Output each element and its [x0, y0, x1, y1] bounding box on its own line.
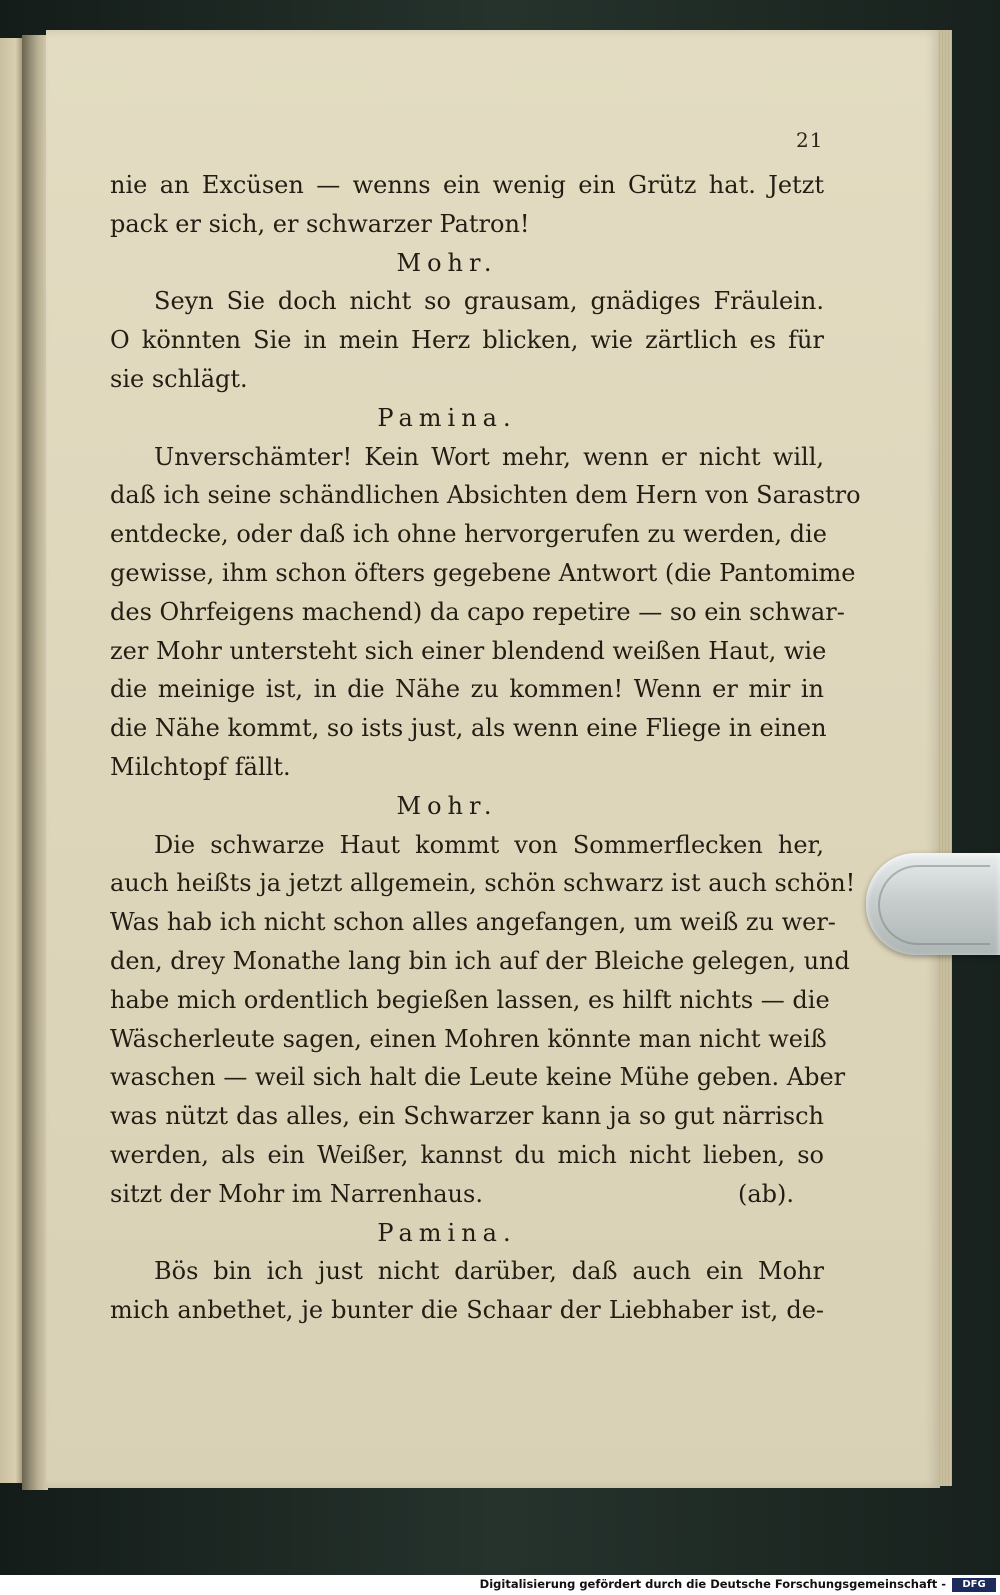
- text-line: Bös bin ich just nicht darüber, daß auch ein Mohr: [154, 1257, 824, 1286]
- page-clip-icon: [866, 853, 1000, 955]
- book-gutter: [22, 35, 48, 1490]
- text-line: waschen — weil sich halt die Leute keine Mühe geben. Aber: [110, 1063, 846, 1092]
- text-line: mich anbethet, je bunter die Schaar der Liebhaber ist, de-: [110, 1296, 824, 1325]
- speaker-name: Mohr.: [396, 248, 498, 277]
- text-line: des Ohrfeigens machend) da capo repetire — so ein schwar-: [110, 597, 845, 626]
- text-line: den, drey Monathe lang bin ich auf der Bleiche gelegen, und: [110, 946, 850, 975]
- text-line: was nützt das alles, ein Schwarzer kann ja so gut närrisch: [110, 1102, 824, 1131]
- text-line: Die schwarze Haut kommt von Sommerflecken her,: [154, 830, 824, 859]
- text-line: daß ich seine schändlichen Absichten dem Hern von Sarastro: [110, 481, 861, 510]
- text-line: habe mich ordentlich begießen lassen, es hilft nichts — die: [110, 985, 830, 1014]
- page-stack-edge: [938, 30, 952, 1486]
- text-line: O könnten Sie in mein Herz blicken, wie zärtlich es für: [110, 326, 824, 355]
- text-line: Unverschämter! Kein Wort mehr, wenn er nicht will,: [154, 442, 824, 471]
- footer-bar: [0, 1575, 1000, 1595]
- stage-direction: (ab).: [737, 1179, 794, 1208]
- text-line: [110, 1175, 824, 1214]
- text-line: auch heißts ja jetzt allgemein, schön schwarz ist auch schön!: [110, 869, 856, 898]
- text-line: sie schlägt.: [110, 364, 248, 393]
- text-line: entdecke, oder daß ich ohne hervorgerufen zu werden, die: [110, 520, 827, 549]
- text-line: werden, als ein Weißer, kannst du mich nicht lieben, so: [110, 1140, 824, 1169]
- text-line: zer Mohr untersteht sich einer blendend weißen Haut, wie: [110, 636, 827, 665]
- text-line: gewisse, ihm schon öfters gegebene Antwort (die Pantomime: [110, 558, 856, 587]
- text-line: Milchtopf fällt.: [110, 752, 291, 781]
- text-line: die Nähe kommt, so ists just, als wenn eine Fliege in einen: [110, 714, 827, 743]
- footer-credit: Digitalisierung gefördert durch die Deutsche Forschungsgemeinschaft -: [479, 1577, 946, 1591]
- text-line: Was hab ich nicht schon alles angefangen, um weiß zu wer-: [110, 908, 836, 937]
- text-line: pack er sich, er schwarzer Patron!: [110, 209, 530, 238]
- text-line: die meinige ist, in die Nähe zu kommen! Wenn er mir in: [110, 675, 824, 704]
- text-line: Wäscherleute sagen, einen Mohren könnte man nicht weiß: [110, 1024, 827, 1053]
- text-line: Seyn Sie doch nicht so grausam, gnädiges Fräulein.: [154, 287, 824, 316]
- speaker-name: Pamina.: [377, 403, 517, 432]
- text-line-content: sitzt der Mohr im Narrenhaus.: [110, 1179, 483, 1208]
- left-page-edge: [0, 38, 22, 1483]
- text-line: nie an Excüsen — wenns ein wenig ein Grütz hat. Jetzt: [110, 171, 824, 199]
- speaker-name: Pamina.: [377, 1218, 517, 1247]
- speaker-name: Mohr.: [396, 791, 498, 820]
- page-number: 21: [796, 128, 824, 152]
- page-text: [110, 166, 861, 1330]
- dfg-logo-icon: DFG: [952, 1578, 996, 1592]
